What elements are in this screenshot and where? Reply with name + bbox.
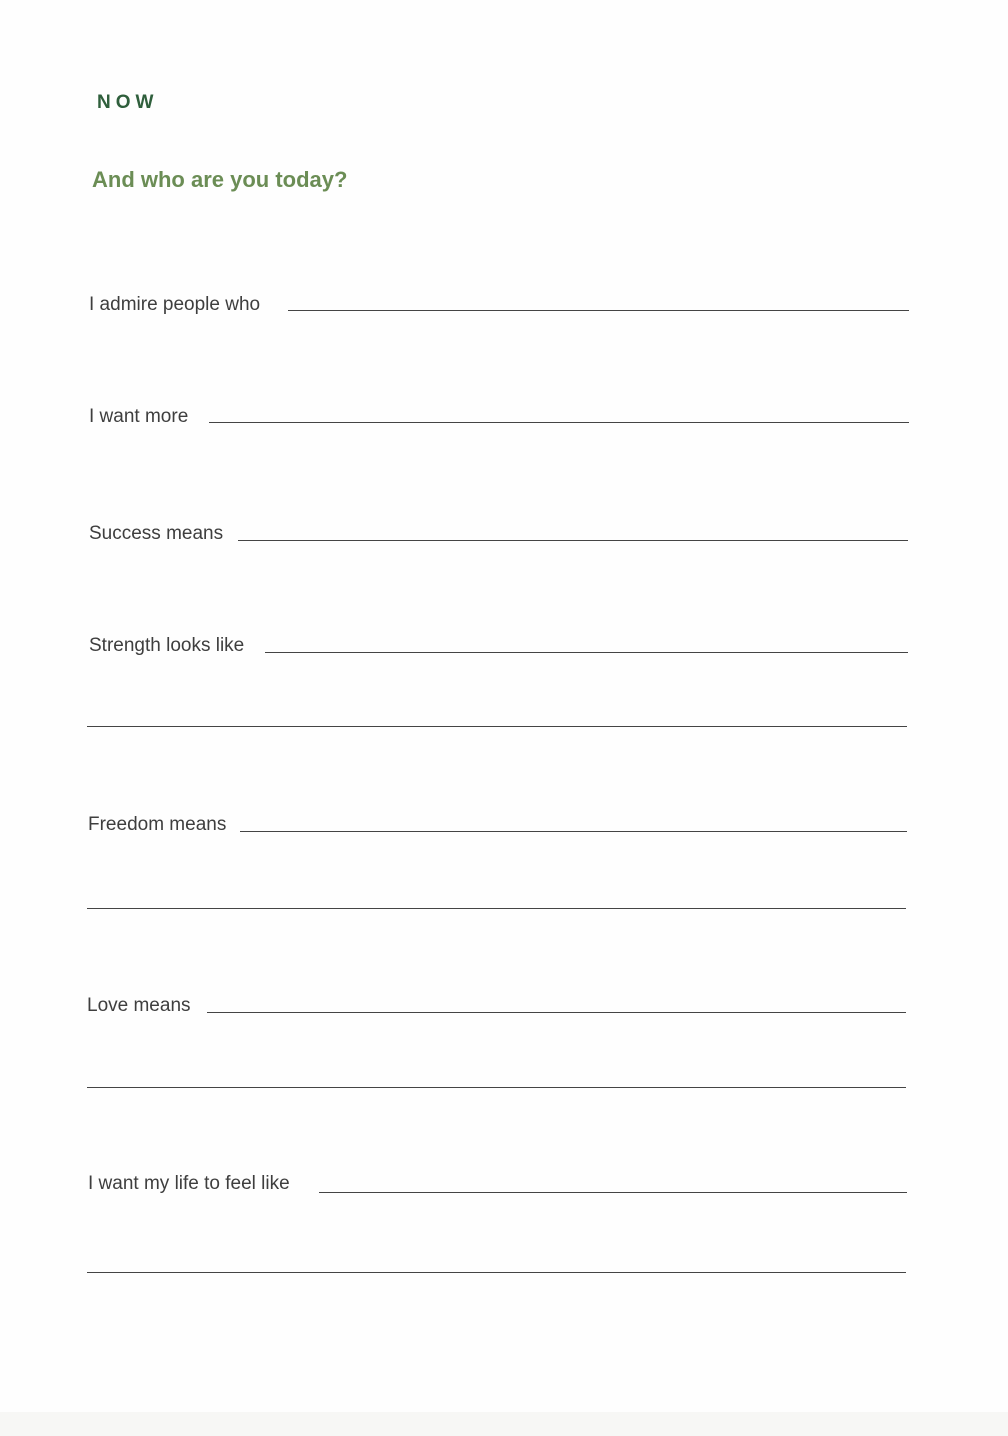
answer-line-extra[interactable] — [87, 1272, 906, 1273]
prompt-label: Love means — [87, 995, 191, 1016]
prompt-label: Freedom means — [88, 814, 227, 835]
answer-line[interactable] — [209, 422, 909, 423]
answer-line[interactable] — [207, 1012, 906, 1013]
answer-line-extra[interactable] — [87, 908, 906, 909]
answer-line-extra[interactable] — [87, 726, 907, 727]
answer-line-extra[interactable] — [87, 1087, 906, 1088]
answer-line[interactable] — [238, 540, 908, 541]
prompt-label: I want more — [89, 406, 189, 427]
prompt-label: Strength looks like — [89, 635, 245, 656]
prompt-label: I admire people who — [89, 294, 261, 315]
answer-line[interactable] — [288, 310, 909, 311]
answer-line[interactable] — [265, 652, 908, 653]
answer-line[interactable] — [319, 1192, 907, 1193]
page-footer-band — [0, 1412, 1008, 1436]
section-label: NOW — [97, 92, 159, 113]
answer-line[interactable] — [240, 831, 907, 832]
prompt-label: I want my life to feel like — [88, 1173, 290, 1194]
page-title: And who are you today? — [92, 167, 348, 192]
prompt-label: Success means — [89, 523, 224, 544]
